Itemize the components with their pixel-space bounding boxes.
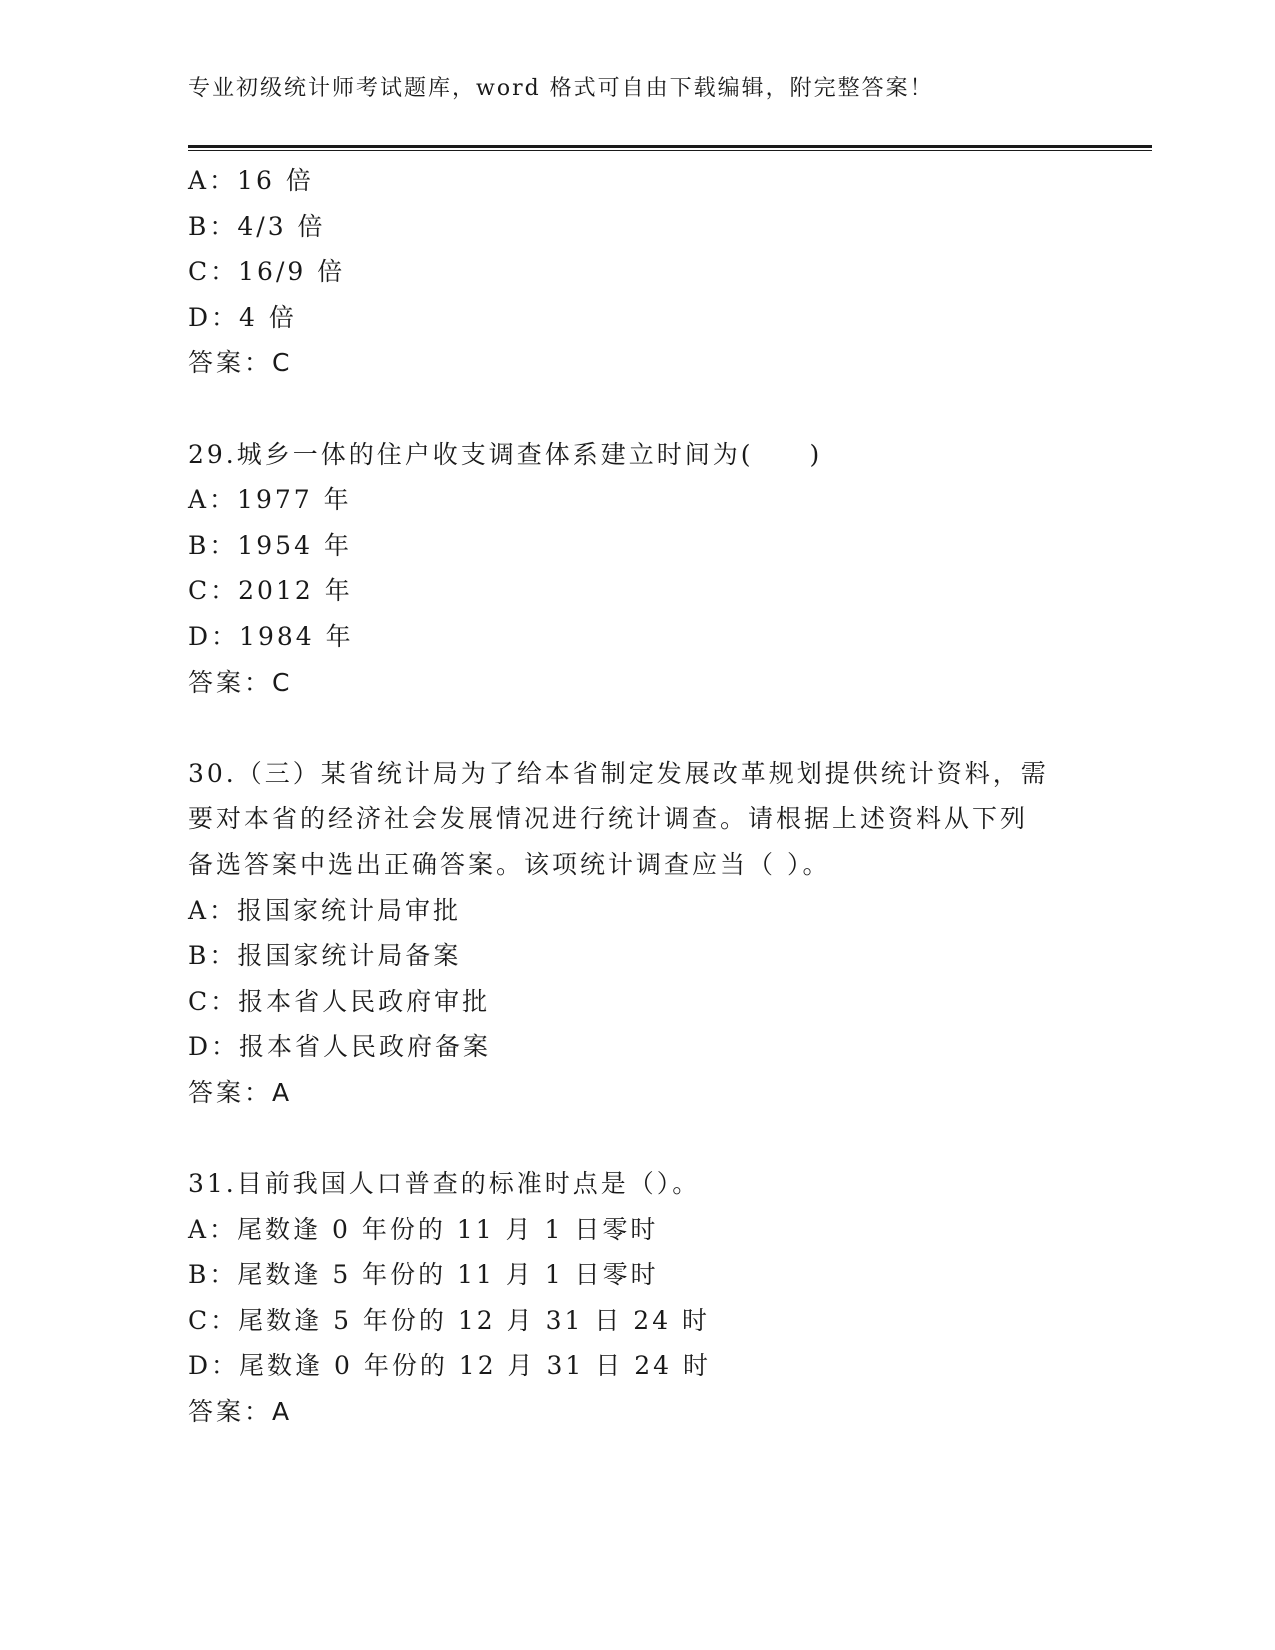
question-stem-line-3: 备选答案中选出正确答案。该项统计调查应当（ ）。 <box>188 849 831 879</box>
option-a: A：16 倍 <box>188 166 314 195</box>
option-d: D：4 倍 <box>188 302 297 332</box>
option-c: C：2012 年 <box>188 576 353 606</box>
question-stem-line-1: 30.（三）某省统计局为了给本省制定发展改革规划提供统计资料，需 <box>188 758 1049 788</box>
header-rule-thin <box>188 150 1152 151</box>
spacer <box>188 1115 1088 1161</box>
page-header: 专业初级统计师考试题库，word 格式可自由下载编辑，附完整答案！ <box>188 76 934 101</box>
option-b: B：尾数逢 5 年份的 11 月 1 日零时 <box>188 1260 659 1290</box>
answer-line: 答案：C <box>188 667 293 697</box>
spacer <box>188 386 1088 432</box>
question-stem: 31.目前我国人口普查的标准时点是（）。 <box>188 1169 701 1199</box>
question-28 <box>188 158 1088 386</box>
option-a: A：尾数逢 0 年份的 11 月 1 日零时 <box>188 1214 659 1244</box>
option-d: D：尾数逢 0 年份的 12 月 31 日 24 时 <box>188 1351 711 1381</box>
question-29 <box>188 432 1088 706</box>
answer-line: 答案：C <box>188 348 293 378</box>
option-c: C：报本省人民政府审批 <box>188 986 491 1016</box>
option-c: C：16/9 倍 <box>188 257 346 287</box>
answer-line: 答案：A <box>188 1397 293 1427</box>
option-a: A：1977 年 <box>188 485 352 515</box>
option-d: D：报本省人民政府备案 <box>188 1032 492 1062</box>
option-b: B：1954 年 <box>188 530 352 560</box>
question-stem: 29.城乡一体的住户收支调查体系建立时间为( ) <box>188 439 823 469</box>
question-stem-line-2: 要对本省的经济社会发展情况进行统计调查。请根据上述资料从下列 <box>188 804 1029 834</box>
option-b: B：报国家统计局备案 <box>188 941 462 971</box>
question-31 <box>188 1161 1088 1435</box>
option-d: D：1984 年 <box>188 621 354 651</box>
option-c: C：尾数逢 5 年份的 12 月 31 日 24 时 <box>188 1305 711 1335</box>
header-rule-thick <box>188 145 1152 148</box>
question-list <box>188 158 1088 1435</box>
spacer <box>188 705 1088 751</box>
option-a: A：报国家统计局审批 <box>188 895 462 925</box>
answer-line: 答案：A <box>188 1077 293 1107</box>
question-30 <box>188 751 1088 1116</box>
option-b: B：4/3 倍 <box>188 211 326 241</box>
